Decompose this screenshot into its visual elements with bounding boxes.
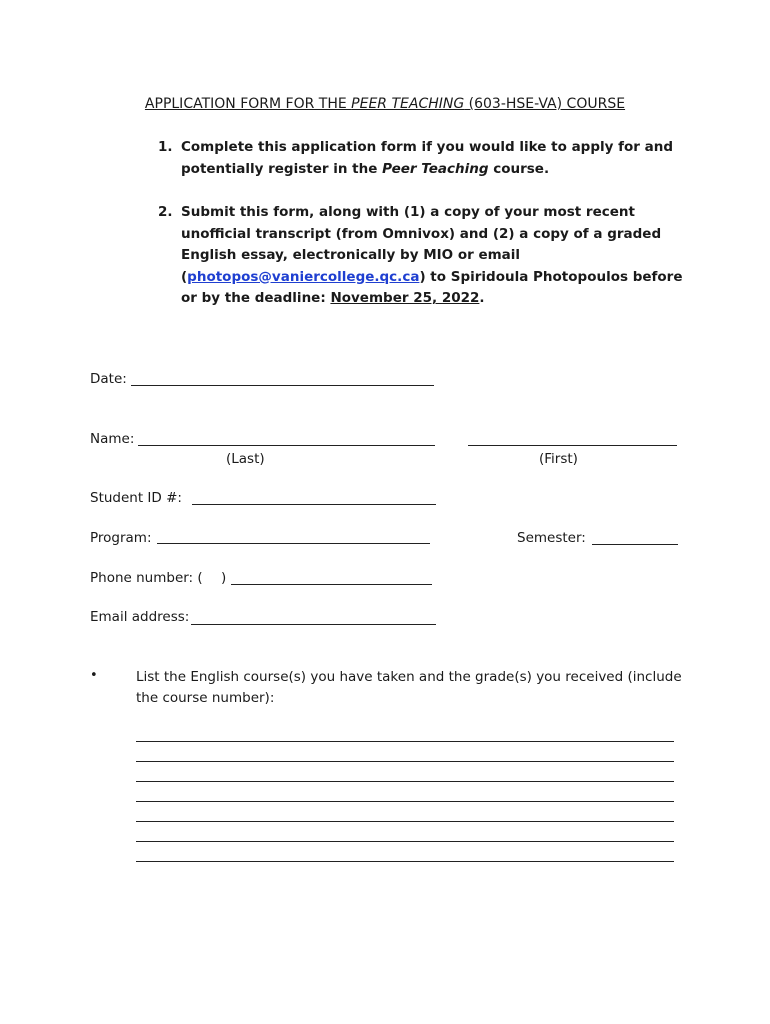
date-field[interactable]: [131, 385, 434, 386]
courses-answer-line[interactable]: [136, 801, 674, 802]
courses-answer-line[interactable]: [136, 781, 674, 782]
date-label: Date:: [90, 371, 127, 387]
form-title: APPLICATION FORM FOR THE PEER TEACHING (603-HSE-VA) COURSE: [144, 96, 626, 112]
phone-paren: ): [221, 570, 227, 586]
courses-answer-line[interactable]: [136, 821, 674, 822]
email-label: Email address:: [90, 609, 190, 625]
phone-label: Phone number: (: [90, 570, 203, 586]
first-name-field[interactable]: [468, 445, 677, 446]
courses-prompt: List the English course(s) you have taken and the grade(s) you received (include the course number):: [136, 669, 682, 706]
student-id-label: Student ID #:: [90, 490, 182, 506]
bullet: •: [90, 668, 98, 683]
courses-answer-line[interactable]: [136, 741, 674, 742]
program-field[interactable]: [157, 543, 430, 544]
email-field[interactable]: [191, 624, 436, 625]
last-name-field[interactable]: [138, 445, 435, 446]
program-label: Program:: [90, 530, 152, 546]
courses-answer-line[interactable]: [136, 861, 674, 862]
phone-field[interactable]: [231, 584, 432, 585]
semester-field[interactable]: [592, 544, 678, 545]
first-name-caption: (First): [539, 451, 578, 467]
semester-label: Semester:: [517, 530, 586, 546]
courses-answer-line[interactable]: [136, 761, 674, 762]
name-label: Name:: [90, 431, 135, 447]
deadline-date: November 25, 2022: [330, 290, 480, 306]
email-link[interactable]: photopos@vaniercollege.qc.ca: [187, 268, 420, 285]
last-name-caption: (Last): [226, 451, 265, 467]
instruction-1: 1. Complete this application form if you would like to apply for and potentially register in the Peer Teaching course.: [158, 139, 674, 177]
student-id-field[interactable]: [192, 504, 436, 505]
courses-answer-line[interactable]: [136, 841, 674, 842]
instruction-2: 2. Submit this form, along with (1) a copy of your most recent unofficial transcript (from Omnivox) and (2) a copy of a graded English essay, electronically by MIO or email (photopos@vaniercollege.qc.ca) to Spiridoula Photopoulos before or by the deadline: November 25, 2022.: [158, 204, 683, 306]
